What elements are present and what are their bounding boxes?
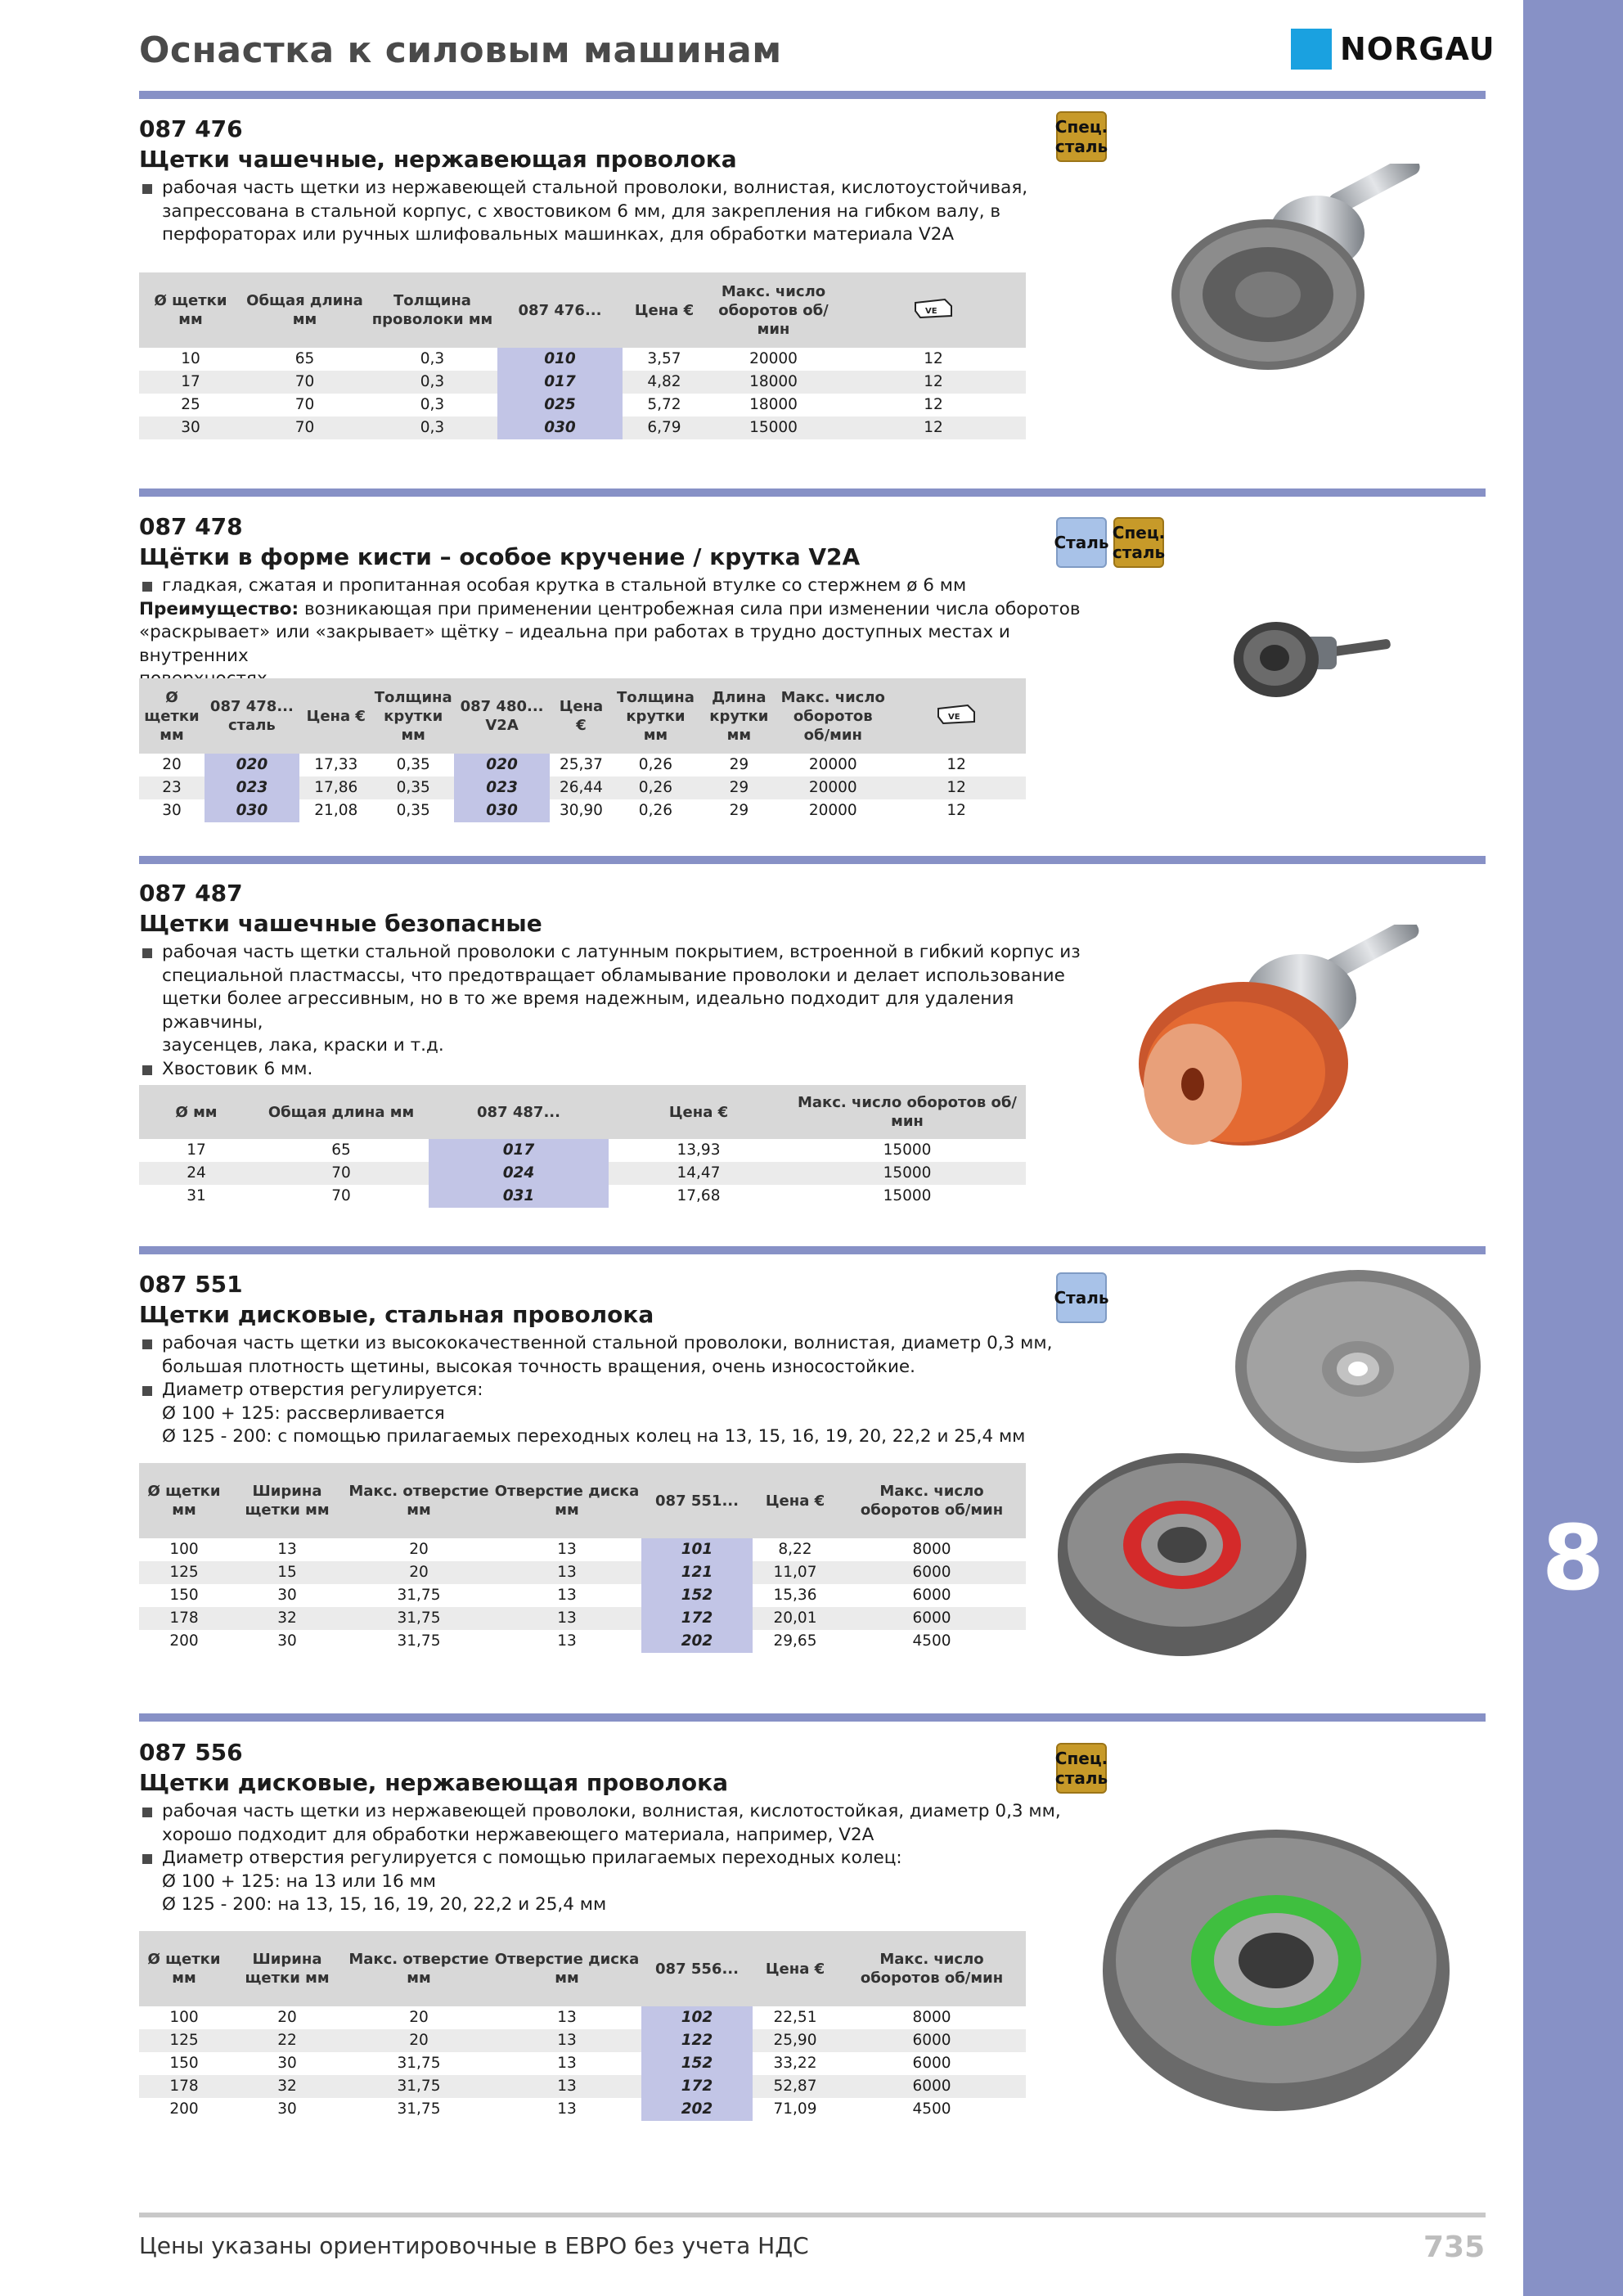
table-row	[139, 371, 1026, 394]
cell: 13	[557, 1632, 577, 1650]
cell: 22	[229, 2029, 345, 2052]
disc-brush-red-photo	[1055, 1448, 1309, 1661]
table-row	[139, 754, 1026, 777]
description-line: Диаметр отверстия регулируется с помощью прилагаемых переходных колец:	[139, 1847, 1088, 1871]
article-code-cell: 172	[641, 1607, 753, 1630]
price-cell: 17,33	[314, 756, 358, 773]
price-cell: 33,22	[773, 2055, 817, 2072]
article-code-cell: 030	[454, 799, 551, 822]
product-description	[139, 574, 1088, 691]
cell: 10	[181, 350, 200, 367]
column-header: Отверстие диска мм	[492, 1931, 641, 2006]
description-line: Ø 100 + 125: на 13 или 16 мм	[162, 1871, 437, 1892]
cell: 70	[331, 1187, 351, 1204]
product-code: 087 476	[139, 115, 243, 142]
description-line: «раскрывает» или «закрывает» щётку – идеальна при работах в трудно доступных местах и внутренних	[139, 622, 1010, 666]
cell: 20	[345, 1561, 492, 1584]
disc-brush-small-photo	[1231, 1264, 1485, 1469]
table-row	[139, 2098, 1026, 2121]
table-row	[139, 1561, 1026, 1584]
safety-cup-brush-photo	[1129, 925, 1440, 1162]
cell: 65	[294, 350, 315, 367]
column-header: Цена €	[550, 678, 612, 754]
cell: 4500	[912, 2100, 951, 2118]
table-row	[139, 1584, 1026, 1607]
article-code-cell: 017	[429, 1139, 609, 1162]
column-header: Макс. отверстие мм	[345, 1931, 492, 2006]
table-row	[139, 348, 1026, 371]
cell: 0,3	[420, 350, 445, 367]
article-code-cell: 020	[454, 754, 551, 777]
badge-special-steel: Спец. сталь	[1056, 1743, 1107, 1794]
cell: 6000	[838, 2075, 1026, 2098]
cell: 150	[169, 2055, 199, 2072]
column-header: Ширина щетки мм	[229, 1463, 345, 1538]
advantage-text	[139, 598, 1088, 622]
disc-brush-green-photo	[1096, 1821, 1456, 2116]
table-row	[139, 2006, 1026, 2029]
badge-special-steel: Спец. сталь	[1056, 111, 1107, 162]
table-row	[139, 394, 1026, 416]
article-code-cell: 102	[641, 2006, 753, 2029]
column-header: Ширина щетки мм	[229, 1931, 345, 2006]
page-number: 735	[1423, 2231, 1486, 2264]
cell: 13	[492, 2029, 641, 2052]
packaging-unit-label: VE	[948, 713, 960, 722]
article-code-cell: 031	[429, 1185, 609, 1208]
article-code-cell: 010	[497, 348, 623, 371]
cell: 30	[277, 1587, 297, 1604]
product-title: Щетки чашечные безопасные	[139, 910, 542, 937]
cell: 29	[699, 777, 779, 799]
packaging-unit-icon	[887, 678, 1026, 754]
table-row	[139, 416, 1026, 439]
article-code-cell: 020	[205, 754, 299, 777]
cell: 18000	[706, 371, 841, 394]
section-087556	[139, 1738, 1088, 1917]
section-rule	[139, 1713, 1486, 1722]
cell: 0,26	[638, 756, 672, 773]
cell: 17	[139, 371, 242, 394]
price-cell: 71,09	[773, 2100, 817, 2118]
cell: 0,35	[396, 802, 430, 819]
description-line: запрессована в стальной корпус, с хвостовиком 6 мм, для закрепления на гибком валу, в	[162, 200, 1001, 222]
column-header: Ø мм	[139, 1085, 254, 1139]
column-header: Общая длина мм	[242, 272, 367, 348]
column-header: 087 551...	[641, 1463, 753, 1538]
cell: 20000	[808, 756, 857, 773]
column-header: Макс. число оборотов об/мин	[789, 1085, 1026, 1139]
cell: 20000	[808, 802, 857, 819]
column-header: Макс. число оборотов об/мин	[779, 678, 887, 754]
price-cell: 26,44	[550, 777, 612, 799]
cell: 31,75	[397, 1632, 441, 1650]
cell: 12	[946, 802, 966, 819]
footer-rule	[139, 2213, 1486, 2217]
column-header: Макс. отверстие мм	[345, 1463, 492, 1538]
cell: 70	[242, 416, 367, 439]
price-cell: 52,87	[753, 2075, 838, 2098]
cell: 100	[169, 1541, 199, 1558]
cell: 13	[557, 1541, 577, 1558]
description-line: Ø 125 - 200: с помощью прилагаемых переходных колец на 13, 15, 16, 19, 20, 22,2 и 25,4 мм	[162, 1426, 1026, 1447]
cell: 150	[169, 1587, 199, 1604]
description-line: хорошо подходит для обработки нержавеющего материала, например, V2A	[162, 1824, 874, 1845]
description-line: заусенцев, лака, краски и т.д.	[162, 1035, 444, 1056]
cell: 24	[139, 1162, 254, 1185]
product-code: 087 487	[139, 880, 243, 907]
cell: 4500	[912, 1632, 951, 1650]
cell: 15000	[883, 1187, 932, 1204]
spec-table-087487	[139, 1085, 1026, 1208]
article-code-cell: 023	[205, 777, 299, 799]
table-row	[139, 1630, 1026, 1653]
article-code-cell: 202	[641, 1630, 753, 1653]
cell: 0,3	[367, 371, 497, 394]
section-087478	[139, 512, 1088, 691]
cell: 0,26	[638, 802, 672, 819]
logo-text: NORGAU	[1340, 31, 1495, 67]
section-087551	[139, 1270, 1088, 1449]
cell: 70	[294, 396, 315, 413]
logo-square-icon	[1291, 29, 1332, 70]
cell: 125	[139, 2029, 229, 2052]
column-header: 087 476...	[497, 272, 623, 348]
badge-steel: Сталь	[1056, 517, 1107, 568]
cell: 125	[139, 1561, 229, 1584]
cell: 13	[557, 1587, 577, 1604]
column-header: Макс. число оборотов об/мин	[706, 272, 841, 348]
column-header: Ø щетки мм	[139, 678, 205, 754]
cell: 8000	[912, 1541, 951, 1558]
price-cell: 4,82	[623, 371, 706, 394]
column-header: Цена €	[753, 1931, 838, 2006]
description-line: рабочая часть щетки из высококачественной стальной проволоки, волнистая, диаметр 0,3 мм,	[139, 1332, 1088, 1356]
packaging-unit-label: VE	[925, 307, 937, 316]
section-rule	[139, 856, 1486, 864]
product-title: Щетки чашечные, нержавеющая проволока	[139, 146, 737, 173]
column-header: Цена €	[753, 1463, 838, 1538]
cell: 13	[557, 2009, 577, 2026]
description-line: Ø 100 + 125: рассверливается	[162, 1402, 445, 1424]
column-header: Ø щетки мм	[139, 1463, 229, 1538]
cell: 6000	[838, 1607, 1026, 1630]
cell: 15000	[883, 1141, 932, 1159]
article-code-cell: 152	[641, 2052, 753, 2075]
cell: 31	[187, 1187, 206, 1204]
article-code-cell: 101	[641, 1538, 753, 1561]
article-code-cell: 030	[497, 416, 623, 439]
cell: 200	[169, 1632, 199, 1650]
cell: 20	[409, 1541, 429, 1558]
cell: 100	[169, 2009, 199, 2026]
column-header: Общая длина мм	[254, 1085, 429, 1139]
product-description	[139, 177, 1088, 247]
cell: 15000	[706, 416, 841, 439]
price-cell: 6,79	[623, 416, 706, 439]
table-row	[139, 777, 1026, 799]
price-cell: 21,08	[314, 802, 358, 819]
cell: 29	[729, 756, 749, 773]
spec-table-087478	[139, 678, 1026, 822]
column-header: Отверстие диска мм	[492, 1463, 641, 1538]
article-code-cell: 025	[497, 394, 623, 416]
twisted-brush-photo	[1227, 606, 1399, 720]
cell: 13	[492, 2075, 641, 2098]
cup-brush-steel-photo	[1153, 164, 1448, 401]
cell: 20	[277, 2009, 297, 2026]
product-code: 087 478	[139, 513, 243, 540]
table-row	[139, 1607, 1026, 1630]
cell: 70	[254, 1162, 429, 1185]
price-cell: 11,07	[753, 1561, 838, 1584]
description-line: рабочая часть щетки из нержавеющей стальной проволоки, волнистая, кислотоустойчивая,	[139, 177, 1088, 200]
description-line: Хвостовик 6 мм.	[139, 1058, 1088, 1082]
header-rule	[139, 91, 1486, 99]
advantage-label: Преимущество:	[139, 598, 299, 619]
column-header: Цена €	[609, 1085, 789, 1139]
article-code-cell: 152	[641, 1584, 753, 1607]
description-line: большая плотность щетины, высокая точность вращения, очень износостойкие.	[162, 1356, 915, 1377]
cell: 13	[277, 1541, 297, 1558]
product-description	[139, 941, 1088, 1081]
page-title: Оснастка к силовым машинам	[139, 29, 782, 71]
column-header: Ø щетки мм	[139, 272, 242, 348]
price-cell: 5,72	[647, 396, 681, 413]
cell: 20000	[779, 777, 887, 799]
table-row	[139, 2029, 1026, 2052]
product-title: Щётки в форме кисти – особое кручение / крутка V2A	[139, 543, 861, 570]
cell: 17	[187, 1141, 206, 1159]
table-header-row	[139, 1931, 1026, 2006]
price-cell: 30,90	[559, 802, 603, 819]
product-title: Щетки дисковые, нержавеющая проволока	[139, 1769, 729, 1796]
cell: 20	[409, 2009, 429, 2026]
spec-table-087551	[139, 1463, 1026, 1653]
badge-special-steel: Спец. сталь	[1113, 517, 1164, 568]
column-header: Цена €	[299, 678, 373, 754]
column-header: 087 478... сталь	[205, 678, 299, 754]
spec-table-087476	[139, 272, 1026, 439]
cell: 31,75	[397, 2055, 441, 2072]
product-title: Щетки дисковые, стальная проволока	[139, 1301, 654, 1328]
description-line: возникающая при применении центробежная сила при изменении числа оборотов	[299, 598, 1081, 619]
cell: 12	[924, 396, 943, 413]
cell: 0,35	[396, 756, 430, 773]
cell: 31,75	[397, 1587, 441, 1604]
table-row	[139, 1538, 1026, 1561]
product-description	[139, 1800, 1088, 1917]
cell: 12	[946, 756, 966, 773]
column-header: Макс. число оборотов об/мин	[838, 1463, 1026, 1538]
column-header: Длина крутки мм	[699, 678, 779, 754]
cell: 13	[492, 1607, 641, 1630]
description-line: Ø 125 - 200: на 13, 15, 16, 19, 20, 22,2 и 25,4 мм	[162, 1894, 607, 1915]
column-header: Цена €	[623, 272, 706, 348]
cell: 12	[841, 416, 1026, 439]
cell: 29	[729, 802, 749, 819]
cell: 30	[139, 416, 242, 439]
section-rule	[139, 1246, 1486, 1254]
cell: 13	[557, 2055, 577, 2072]
description-line: Диаметр отверстия регулируется:	[139, 1379, 1088, 1402]
column-header: Толщина крутки мм	[612, 678, 699, 754]
price-cell: 14,47	[609, 1162, 789, 1185]
cell: 178	[139, 1607, 229, 1630]
cell: 8000	[912, 2009, 951, 2026]
price-cell: 8,22	[778, 1541, 812, 1558]
table-header-row	[139, 678, 1026, 754]
product-code: 087 551	[139, 1271, 243, 1298]
price-cell: 22,51	[773, 2009, 817, 2026]
description-line: рабочая часть щетки из нержавеющей проволоки, волнистая, кислотостойкая, диаметр 0,3 мм,	[139, 1800, 1088, 1824]
column-header: 087 487...	[429, 1085, 609, 1139]
article-code-cell: 202	[641, 2098, 753, 2121]
cell: 0,3	[420, 396, 445, 413]
price-cell: 13,93	[677, 1141, 721, 1159]
column-header: Макс. число оборотов об/мин	[838, 1931, 1026, 2006]
column-header: 087 480... V2A	[454, 678, 551, 754]
cell: 23	[139, 777, 205, 799]
table-row	[139, 1162, 1026, 1185]
cell: 31,75	[345, 2075, 492, 2098]
badge-steel: Сталь	[1056, 1272, 1107, 1323]
article-code-cell: 121	[641, 1561, 753, 1584]
cell: 0,26	[612, 777, 699, 799]
cell: 12	[841, 371, 1026, 394]
table-header-row	[139, 272, 1026, 348]
article-code-cell: 172	[641, 2075, 753, 2098]
price-cell: 25,37	[559, 756, 603, 773]
column-header: Толщина крутки мм	[373, 678, 454, 754]
cell: 30	[277, 2055, 297, 2072]
cell: 6000	[912, 2055, 951, 2072]
table-row	[139, 2052, 1026, 2075]
price-cell: 15,36	[773, 1587, 817, 1604]
table-row	[139, 799, 1026, 822]
cell: 70	[242, 371, 367, 394]
cell: 6000	[838, 1561, 1026, 1584]
description-line: перфораторах или ручных шлифовальных машинках, для обработки материала V2A	[162, 224, 955, 245]
price-cell: 25,90	[753, 2029, 838, 2052]
cell: 200	[169, 2100, 199, 2118]
cell: 65	[331, 1141, 351, 1159]
cell: 25	[181, 396, 200, 413]
cell: 178	[139, 2075, 229, 2098]
table-row	[139, 1185, 1026, 1208]
price-cell: 29,65	[773, 1632, 817, 1650]
spec-table-087556	[139, 1931, 1026, 2121]
cell: 0,3	[367, 416, 497, 439]
product-code: 087 556	[139, 1739, 243, 1766]
cell: 15	[229, 1561, 345, 1584]
section-087487	[139, 879, 1088, 1081]
cell: 13	[557, 2100, 577, 2118]
table-row	[139, 2075, 1026, 2098]
price-cell: 3,57	[647, 350, 681, 367]
article-code-cell: 017	[497, 371, 623, 394]
cell: 30	[162, 802, 182, 819]
brand-logo	[1291, 28, 1495, 70]
cell: 31,75	[345, 1607, 492, 1630]
cell: 15000	[789, 1162, 1026, 1185]
cell: 6000	[838, 2029, 1026, 2052]
section-rule	[139, 488, 1486, 497]
price-cell: 20,01	[753, 1607, 838, 1630]
product-description	[139, 1332, 1088, 1449]
cell: 20	[345, 2029, 492, 2052]
cell: 20	[162, 756, 182, 773]
price-cell: 17,68	[677, 1187, 721, 1204]
price-cell: 17,86	[299, 777, 373, 799]
cell: 30	[277, 1632, 297, 1650]
cell: 32	[229, 2075, 345, 2098]
packaging-unit-icon	[841, 272, 1026, 348]
section-087476	[139, 115, 1088, 247]
cell: 0,35	[373, 777, 454, 799]
cell: 12	[887, 777, 1026, 799]
price-note: Цены указаны ориентировочные в ЕВРО без учета НДС	[139, 2232, 809, 2259]
cell: 20000	[749, 350, 798, 367]
column-header: Толщина проволоки мм	[367, 272, 497, 348]
cell: 31,75	[397, 2100, 441, 2118]
description-line: щетки более агрессивным, но в то же время надежным, идеально подходит для удаления ржавчины,	[162, 988, 1014, 1033]
column-header: Ø щетки мм	[139, 1931, 229, 2006]
cell: 6000	[912, 1587, 951, 1604]
description-line: гладкая, сжатая и пропитанная особая крутка в стальной втулке со стержнем ø 6 мм	[139, 574, 1088, 598]
cell: 13	[492, 1561, 641, 1584]
description-line: рабочая часть щетки стальной проволоки с латунным покрытием, встроенной в гибкий корпус из	[139, 941, 1088, 965]
chapter-number: 8	[1541, 1506, 1605, 1610]
description-line: специальной пластмассы, что предотвращает обламывание проволоки и делает использование	[162, 965, 1065, 986]
article-code-cell: 030	[205, 799, 299, 822]
article-code-cell: 023	[454, 777, 551, 799]
cell: 30	[277, 2100, 297, 2118]
table-header-row	[139, 1463, 1026, 1538]
table-header-row	[139, 1085, 1026, 1139]
cell: 32	[229, 1607, 345, 1630]
table-row	[139, 1139, 1026, 1162]
cell: 12	[924, 350, 943, 367]
column-header: 087 556...	[641, 1931, 753, 2006]
article-code-cell: 122	[641, 2029, 753, 2052]
article-code-cell: 024	[429, 1162, 609, 1185]
chapter-sidebar	[1523, 0, 1623, 2296]
cell: 18000	[749, 396, 798, 413]
